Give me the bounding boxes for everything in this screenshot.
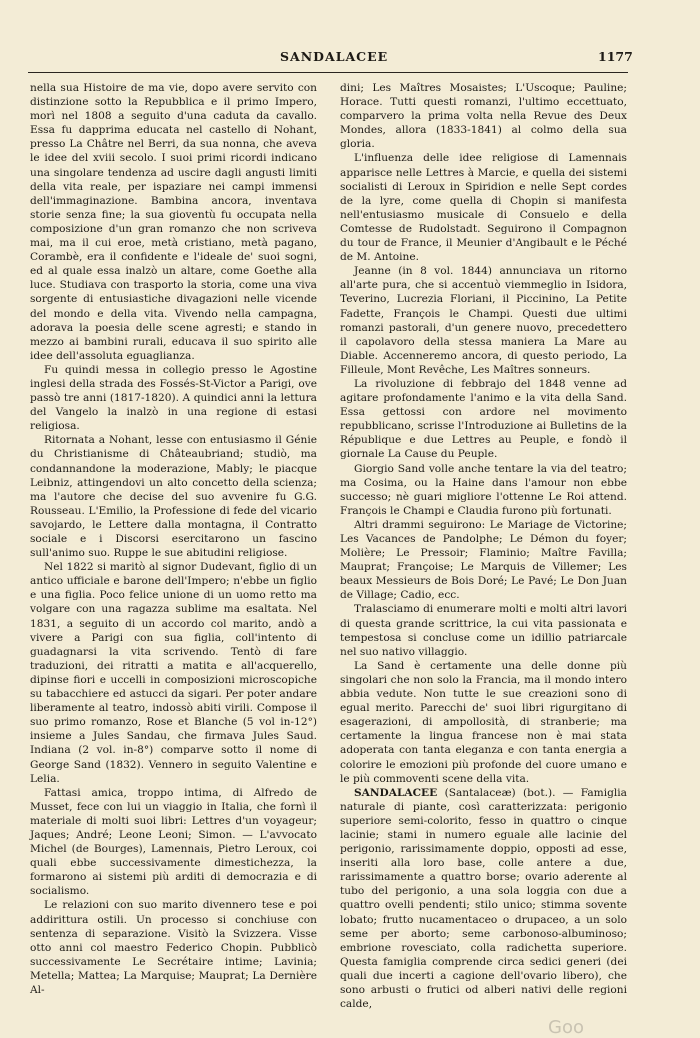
dictionary-entry [340, 786, 627, 1012]
left-column [30, 81, 317, 997]
paragraph: Fu quindi messa in collegio presso le Agostine inglesi della strada des Fossés-St-Victor a Parigi, ove passò tre anni (1817-1820). A quindici anni la lettura del Vangelo la inalzò in una regione di estasi religiosa. [30, 363, 317, 433]
paragraph: Altri drammi seguirono: Le Mariage de Victorine; Les Vacances de Pandolphe; Le Démon du foyer; Molière; Le Pressoir; Flaminio; Maître Favilla; Mauprat; Françoise; Le Marquis de Villemer; Les beaux Messieurs de Bois Doré; Le Pavé; Le Don Juan de Village; Cadio, ecc. [340, 518, 627, 602]
watermark: Goo [548, 1017, 584, 1038]
right-column [340, 81, 627, 1011]
page-number: 1177 [598, 49, 633, 64]
paragraph: L'influenza delle idee religiose di Lamennais apparisce nelle Lettres à Marcie, e quella dei sistemi socialisti di Leroux in Spiridion e nelle Sept cordes de la lyre, come quella di Chopin si manifesta nell'entusiasmo musicale di Consuelo e della Comtesse de Rudolstadt. Seguirono il Compagnon du tour de France, il Meunier d'Angibault e le Péché de M. Antoine. [340, 152, 627, 264]
entry-definition: (Santalaceæ) (bot.). — Famiglia naturale di piante, così caratterizzata: perigonio superiore semi-colorito, fesso in quattro o cinque lacinie; stami in numero eguale alle lacinie del perigonio, rarissimamente doppio, opposti ad esse, inseriti alla loro base, colle antere a due, rarissimamente a quattro borse; ovario aderente al tubo del perigonio, a una sola loggia con due a quattro ovelli pendenti; stilo unico; stimma sovente lobato; frutto nucamentaceo o drupaceo, a un solo seme per aborto; seme carbonoso-albuminoso; embrione rovesciato, colla radichetta superiore. Questa famiglia comprende circa sedici generi (dei quali due incerti a cagione dell'ovario libero), che sono arbusti o frutici od alberi nativi delle regioni calde, [340, 786, 627, 1011]
paragraph: Tralasciamo di enumerare molti e molti altri lavori di questa grande scrittrice, la cui vita passionata e tempestosa si concluse come un idillio patriarcale nel suo nativo villaggio. [340, 603, 627, 658]
running-header-title: SANDALACEE [280, 49, 389, 64]
paragraph: La Sand è certamente una delle donne più singolari che non solo la Francia, ma il mondo intero abbia vedute. Non tutte le sue creazioni sono di egual merito. Parecchi de' suoi libri rigurgitano di esagerazioni, di ampollosità, di stranberie; ma certamente la lingua francese non è mai stata adoperata con tanta eleganza e con tanta energia a colorire le emozioni più profonde del cuore umano e le più commoventi scene della vita. [340, 659, 627, 785]
paragraph: Ritornata a Nohant, lesse con entusiasmo il Génie du Christianisme di Châteaubriand; studiò, ma condannandone la moderazione, Mably; le piacque Leibniz, attingendovi un alto concetto della scienza; ma l'autore che decise del suo avvenire fu G.G. Rousseau. L'Emilio, la Professione di fede del vicario savojardo, le Lettere dalla montagna, il Contratto sociale e i Discorsi esercitarono un fascino sull'animo suo. Ruppe le sue abitudini religiose. [30, 434, 317, 560]
paragraph: dini; Les Maîtres Mosaistes; L'Uscoque; Pauline; Horace. Tutti questi romanzi, l'ultimo eccettuato, comparvero la prima volta nella Revue des Deux Mondes, allora (1833-1841) al colmo della sua gloria. [340, 82, 627, 151]
paragraph: Giorgio Sand volle anche tentare la via del teatro; ma Cosima, ou la Haine dans l'amour non ebbe successo; nè guari migliore l'ottenne Le Roi attend. François le Champi e Claudia furono più fortunati. [340, 462, 627, 517]
entry-headword: SANDALACEE [354, 786, 438, 799]
paragraph: La rivoluzione di febbrajo del 1848 venne ad agitare profondamente l'animo e la vita della Sand. Essa gettossi con ardore nel movimento repubblicano, scrisse l'Introduzione ai Bulletins de la République e due Lettres au Peuple, e fondò il giornale La Cause du Peuple. [340, 377, 627, 461]
paragraph: Jeanne (in 8 vol. 1844) annunciava un ritorno all'arte pura, che si accentuò viemmeglio in Isidora, Teverino, Lucrezia Floriani, il Piccinino, La Petite Fadette, François le Champi. Questi due ultimi romanzi pastorali, d'un genere nuovo, precedettero il capolavoro della stessa maniera La Mare au Diable. Accenneremo ancora, di questo periodo, La Filleule, Mont Revêche, Les Maîtres sonneurs. [340, 265, 627, 376]
header-rule [28, 72, 628, 73]
paragraph: nella sua Histoire de ma vie, dopo avere servito con distinzione sotto la Repubblica e il primo Impero, morì nel 1808 a seguito d'una caduta da cavallo. Essa fu dapprima educata nel castello di Nohant, presso La Châtre nel Berri, da sua nonna, che aveva le idee del xviii secolo. I suoi primi ricordi indicano una singolare tendenza ad uscire dagli angusti limiti della vita reale, per ispaziare nei campi immensi dell'immaginazione. Bambina ancora, inventava storie senza fine; la sua gioventù fu occupata nella composizione d'un gran romanzo che non scriveva mai, ma il cui eroe, metà cristiano, metà pagano, Corambè, era il confidente e l'ideale de' suoi sogni, ed al quale essa inalzò un altare, come Goethe alla luce. Studiava con trasporto la storia, come una viva sorgente di entusiastiche divagazioni nelle vicende del mondo e della vita. Vivendo nella campagna, adorava la poesia delle scene agresti; e stando in mezzo ai bambini rurali, educava il suo spirito alle idee dell'assoluta eguaglianza. [30, 82, 317, 362]
paragraph: Nel 1822 si maritò al signor Dudevant, figlio di un antico ufficiale e barone dell'Impero; n'ebbe un figlio e una figlia. Poco felice unione di un uomo retto ma volgare con una ragazza sublime ma esaltata. Nel 1831, a seguito di un accordo col marito, andò a vivere a Parigi con sua figlia, coll'intento di guadagnarsi la vita scrivendo. Tentò di fare traduzioni, dei ritratti a matita e all'acquerello, dipinse fiori e uccelli in composizioni microscopiche su tabacchiere ed astucci da sigari. Per poter andare liberamente al teatro, indossò abiti virili. Compose il suo primo romanzo, Rose et Blanche (5 vol in-12°) insieme a Jules Sandau, che firmava Jules Saud. Indiana (2 vol. in-8°) comparve sotto il nome di George Sand (1832). Vennero in seguito Valentine e Lelia. [30, 561, 317, 785]
paragraph: Fattasi amica, troppo intima, di Alfredo de Musset, fece con lui un viaggio in Italia, che fornì il materiale di molti suoi libri: Lettres d'un voyageur; Jaques; André; Leone Leoni; Simon. — L'avvocato Michel (de Bourges), Lamennais, Pietro Leroux, coi quali ebbe successivamente dimestichezza, la formarono ai sistemi più arditi di democrazia e di socialismo. [30, 786, 317, 898]
paragraph: Le relazioni con suo marito divennero tese e poi addirittura ostili. Un processo si conchiuse con sentenza di separazione. Visitò la Svizzera. Visse otto anni col maestro Federico Chopin. Pubblicò successivamente Le Secrétaire intime; Lavinia; Metella; Mattea; La Marquise; Mauprat; La Dernière Al- [30, 899, 317, 996]
